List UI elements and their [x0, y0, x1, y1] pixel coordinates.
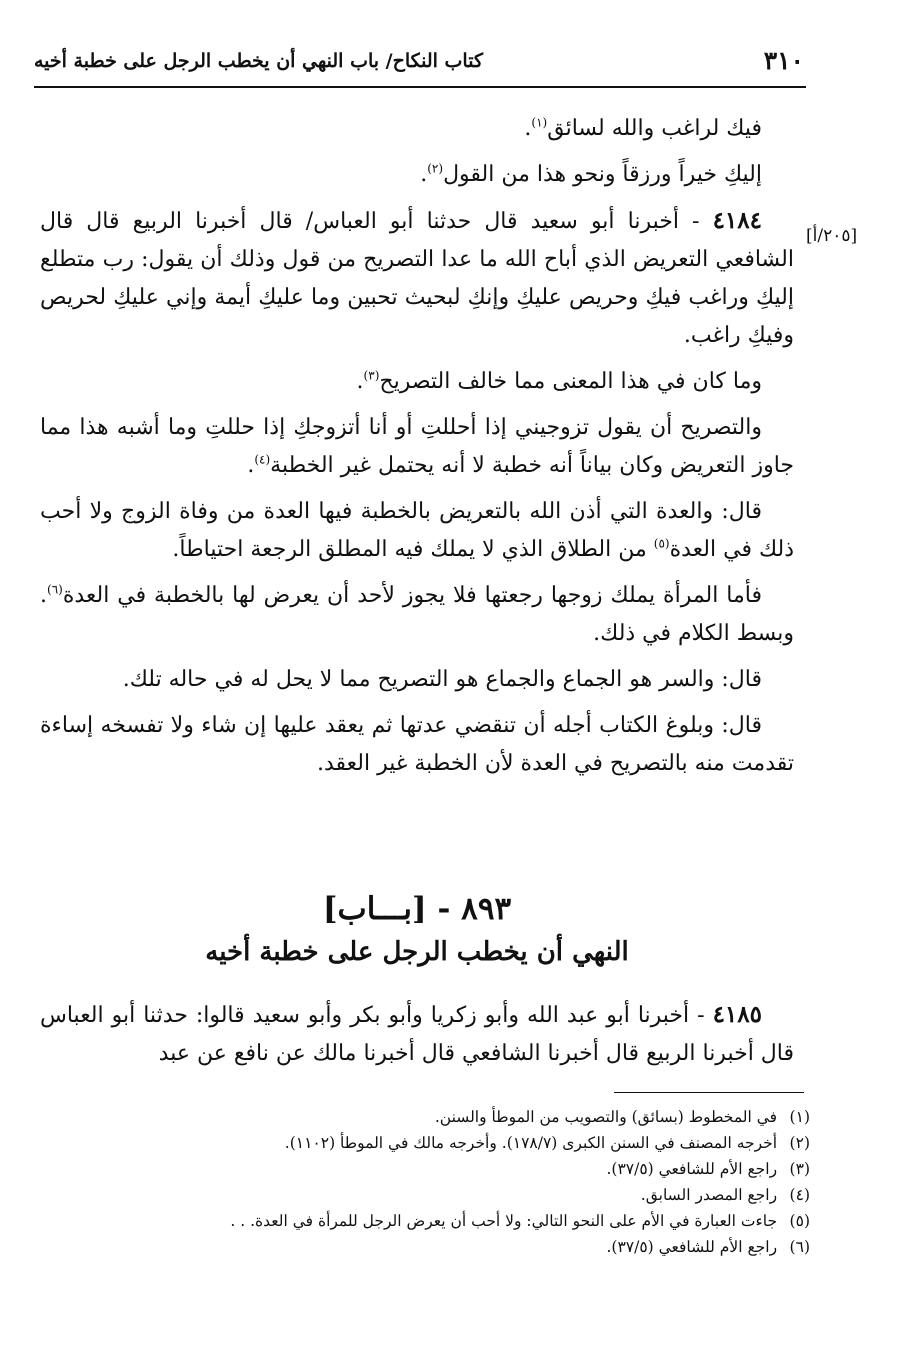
page-number: ٣١٠ [763, 46, 804, 75]
footnote [40, 1104, 810, 1130]
footnote-ref: (٦) [47, 582, 63, 597]
text-line: فيك لراغب والله لسائق$^{(١)}$. [524, 115, 762, 141]
footnote-ref: (٤) [254, 452, 271, 467]
footnote-mark: (١) [789, 1108, 810, 1126]
footnote-text: راجع الأم للشافعي (٣٧/٥). [606, 1160, 778, 1178]
paragraph: قال: والعدة التي أذن الله بالتعريض بالخطبة فيها العدة من وفاة الزوج ولا أحب ذلك في العدة$^{(٥)}$ من الطلاق الذي لا يملك فيه المطلق الرجعة احتياطاً. [40, 499, 794, 562]
footnote [40, 1130, 810, 1156]
footnote-text: جاءت العبارة في الأم على النحو التالي: ولا أحب أن يعرض الرجل للمرأة في العدة. . . [230, 1212, 778, 1230]
footnote-text: أخرجه المصنف في السنن الكبرى (١٧٨/٧). وأخرجه مالك في الموطأ (١١٠٢). [284, 1134, 778, 1152]
footnote-mark: (٥) [789, 1212, 810, 1230]
chapter-title: النهي أن يخطب الرجل على خطبة أخيه [205, 937, 629, 967]
footnote-text: راجع المصدر السابق. [640, 1186, 778, 1204]
main-text [40, 110, 794, 783]
footnotes [40, 1104, 810, 1260]
paragraph: والتصريح أن يقول تزوجيني إذا أحللتِ أو أنا أتزوجكِ إذا حللتِ وما أشبه هذا مما جاوز التعريض وكان بياناً أنه خطبة لا أنه يحتمل غير الخطبة$^{(٤)}$. [40, 415, 794, 478]
paragraph: فأما المرأة يملك زوجها رجعتها فلا يجوز لأحد أن يعرض لها بالخطبة في العدة$^{(٦)}$. وبسط الكلام في ذلك. [40, 582, 794, 646]
footnote-text: في المخطوط (بسائق) والتصويب من الموطأ والسنن. [434, 1108, 778, 1126]
paragraph: وما كان في هذا المعنى مما خالف التصريح$^{(٣)}$. [356, 368, 762, 394]
chapter-heading [40, 886, 794, 972]
footnote-ref: (٣) [363, 368, 380, 383]
hadith-number: ٤١٨٥ [712, 1001, 762, 1028]
hadith-number: ٤١٨٤ [712, 207, 762, 234]
footnote-text: راجع الأم للشافعي (٣٧/٥). [606, 1238, 778, 1256]
footnote-mark: (٦) [789, 1238, 810, 1256]
footnote [40, 1234, 810, 1260]
chapter-number: ٨٩٣ - [بـــاب] [322, 891, 512, 927]
manuscript-folio-marker: [٢٠٥/أ] [806, 226, 858, 246]
footnote-mark: (٢) [789, 1134, 810, 1152]
footnote-ref: (٥) [653, 536, 670, 551]
footnote-divider [614, 1092, 804, 1093]
paragraph: قال: والسر هو الجماع والجماع هو التصريح مما لا يحل له في حاله تلك. [122, 667, 762, 692]
footnote-mark: (٣) [789, 1160, 810, 1178]
footnote [40, 1156, 810, 1182]
main-text-continued [40, 996, 794, 1073]
text-line: إليكِ خيراً ورزقاً ونحو هذا من القول$^{(٢)}$. [420, 161, 762, 187]
footnote [40, 1182, 810, 1208]
footnote [40, 1208, 810, 1234]
hadith-4185: ٤١٨٥ - أخبرنا أبو عبد الله وأبو زكريا وأبو بكر وأبو سعيد قالوا: حدثنا أبو العباس قال أخبرنا الربيع قال أخبرنا الشافعي قال أخبرنا مالك عن نافع عن عبد [40, 1001, 794, 1066]
running-title: كتاب النكاح/ باب النهي أن يخطب الرجل على خطبة أخيه [34, 50, 484, 72]
page-header [34, 44, 806, 84]
paragraph: قال: وبلوغ الكتاب أجله أن تنقضي عدتها ثم يعقد عليها إن شاء ولا تفسخه إساءة تقدمت منه بالتصريح في العدة لأن الخطبة غير العقد. [40, 713, 794, 776]
hadith-4184: ٤١٨٤ - أخبرنا أبو سعيد قال حدثنا أبو العباس/ قال أخبرنا الربيع قال قال الشافعي التعريض الذي أباح الله ما عدا التصريح من قول وذلك أن يقول: رب متطلع إليكِ وراغب فيكِ وحريص عليكِ وإنكِ لبحيث تحبين وما عليكِ أيمة وإني عليكِ لحريص وفيكِ راغب. [40, 207, 794, 348]
footnote-ref: (١) [531, 115, 548, 130]
header-divider [34, 86, 806, 88]
footnote-ref: (٢) [427, 161, 444, 176]
footnote-mark: (٤) [789, 1186, 810, 1204]
